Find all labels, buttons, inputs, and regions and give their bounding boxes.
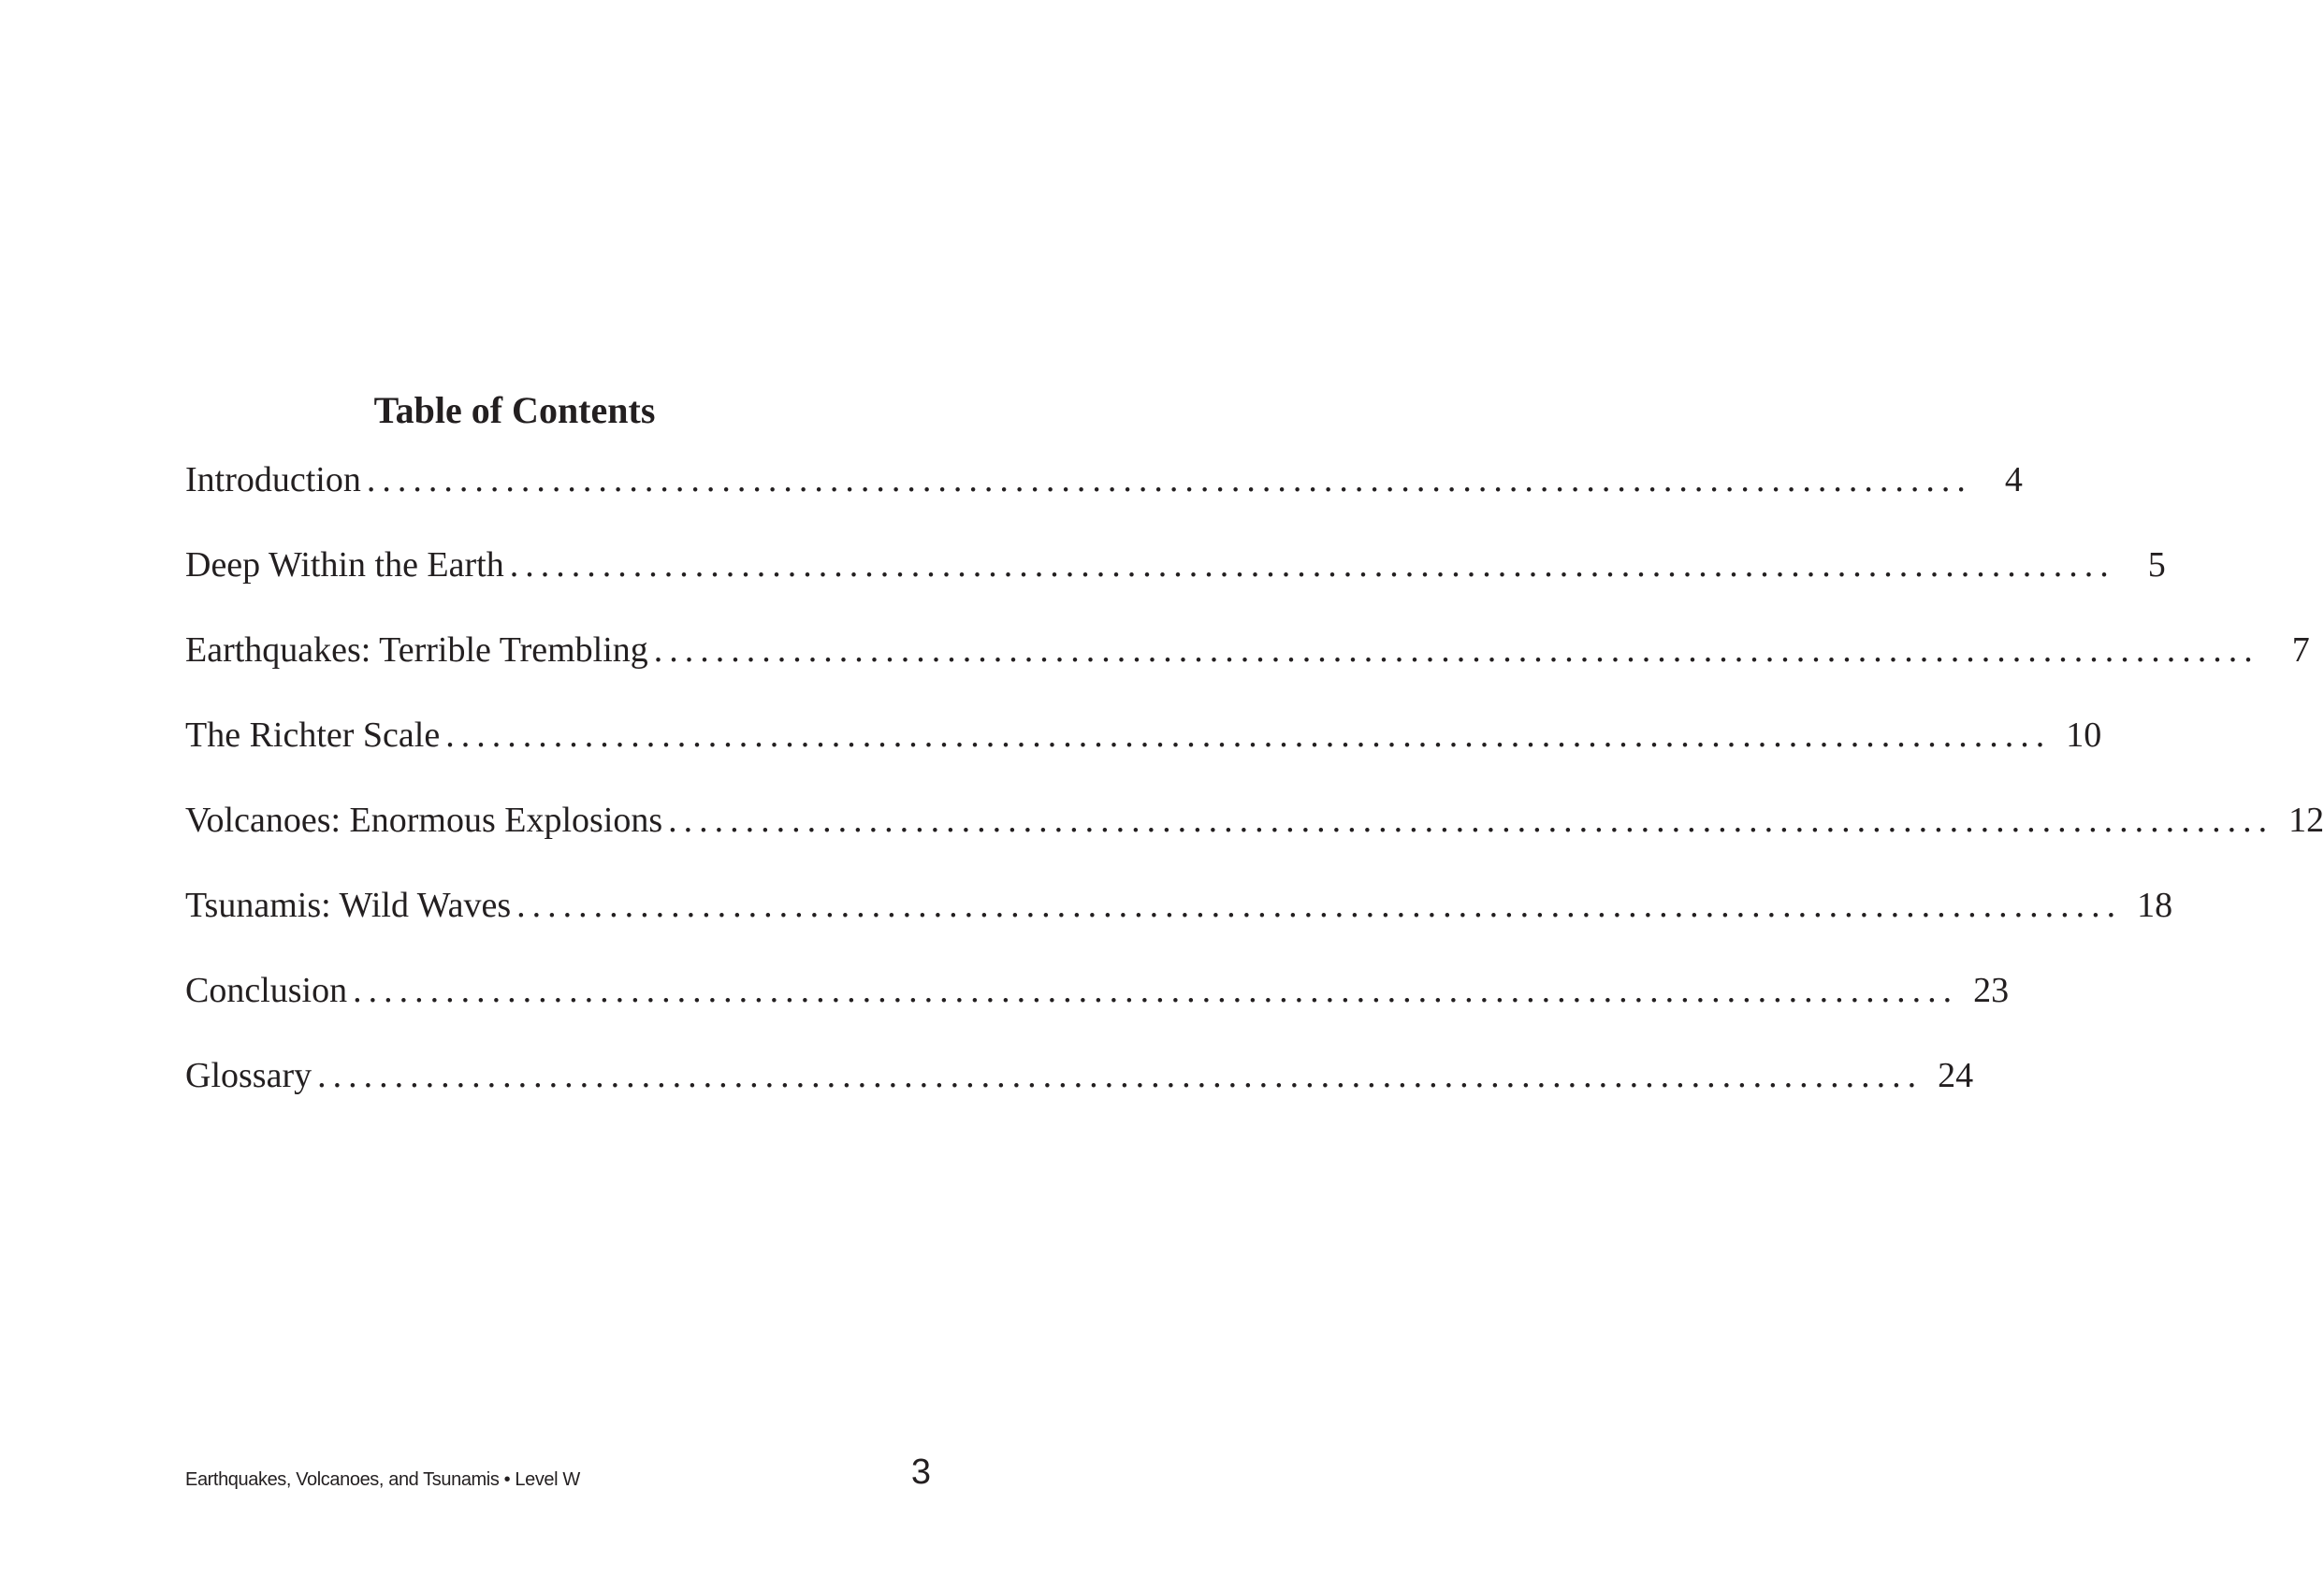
toc-entry-page: 10 (2066, 716, 2102, 755)
toc-entry-conclusion[interactable] (185, 968, 2010, 1053)
toc-entry-page: 23 (1973, 971, 2010, 1010)
toc-entry-page: 4 (2004, 460, 2023, 499)
toc-entry-page: 12 (2288, 801, 2324, 840)
dot-leader: ........................................................................................................ (509, 545, 2115, 585)
dot-leader: ........................................................................................................ (653, 630, 2259, 670)
dot-leader: ........................................................................................................ (445, 716, 2052, 755)
toc-entry-page: 5 (2147, 545, 2166, 585)
toc-title: Table of Contents (373, 389, 656, 431)
toc-entry-richter-scale[interactable] (185, 713, 2102, 798)
toc-entry-label: The Richter Scale (185, 716, 441, 755)
dot-leader: ........................................................................................................ (366, 460, 1972, 499)
toc-entry-page: 7 (2291, 630, 2310, 670)
toc-entry-label: Earthquakes: Terrible Trembling (185, 630, 648, 670)
dot-leader: ........................................................................................................ (516, 886, 2123, 925)
toc-entry-glossary[interactable] (185, 1053, 1974, 1138)
toc-entry-earthquakes[interactable] (185, 628, 2310, 713)
toc-entry-label: Deep Within the Earth (185, 545, 504, 585)
footer-page-number: 3 (910, 1453, 931, 1492)
toc-entry-tsunamis[interactable] (185, 883, 2173, 968)
dot-leader: ........................................................................................................ (353, 971, 1959, 1010)
toc-entry-volcanoes[interactable] (185, 798, 2324, 883)
toc-entry-label: Conclusion (185, 971, 348, 1010)
toc-entry-deep-within-the-earth[interactable] (185, 542, 2166, 628)
dot-leader: ........................................................................................................ (668, 801, 2274, 840)
toc-entry-label: Introduction (185, 460, 361, 499)
toc-entry-label: Volcanoes: Enormous Explosions (185, 801, 663, 840)
dot-leader: ........................................................................................................ (317, 1056, 1924, 1095)
toc-entry-label: Glossary (185, 1056, 312, 1095)
toc-entry-page: 24 (1938, 1056, 1974, 1095)
toc-entry-label: Tsunamis: Wild Waves (185, 886, 512, 925)
toc-list (185, 457, 2324, 1138)
toc-entry-introduction[interactable] (185, 457, 2023, 542)
footer-book-info: Earthquakes, Volcanoes, and Tsunamis • Level W (185, 1469, 580, 1490)
toc-entry-page: 18 (2137, 886, 2173, 925)
